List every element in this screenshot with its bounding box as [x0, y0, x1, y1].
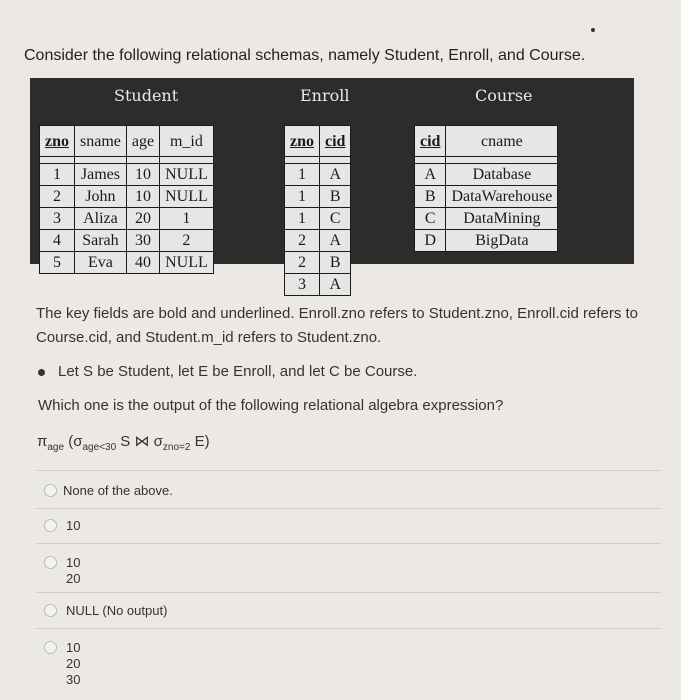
bullet-icon [38, 369, 45, 376]
option-radio-1[interactable] [44, 484, 57, 497]
table-cell: Aliza [75, 208, 127, 230]
option-label-4[interactable] [66, 603, 167, 619]
expr-open: ( [68, 433, 74, 450]
table-cell: DataWarehouse [446, 186, 558, 208]
option-label-2[interactable] [66, 518, 80, 534]
table-cell: A [320, 164, 351, 186]
schema-image [30, 78, 634, 293]
column-header: zno [285, 126, 320, 157]
option-radio-3[interactable] [44, 556, 57, 569]
table-cell: John [75, 186, 127, 208]
enroll-title: Enroll [300, 86, 350, 105]
gap-cell [75, 157, 127, 164]
column-header: m_id [160, 126, 214, 157]
header-gap [40, 157, 214, 164]
table-row [40, 252, 214, 274]
table-header-row [40, 126, 214, 157]
column-header: zno [40, 126, 75, 157]
gap-cell [320, 157, 351, 164]
sigma-subscript-1: age<30 [82, 442, 117, 453]
table-header-row [285, 126, 351, 157]
option-radio-4[interactable] [44, 604, 57, 617]
table-cell: B [415, 186, 446, 208]
table-row [415, 186, 558, 208]
gap-cell [160, 157, 214, 164]
column-header: sname [75, 126, 127, 157]
column-header: age [126, 126, 159, 157]
table-cell: NULL [160, 186, 214, 208]
option-label-1[interactable] [63, 483, 173, 499]
table-cell: Eva [75, 252, 127, 274]
student-table [39, 125, 214, 274]
table-cell: C [320, 208, 351, 230]
table-row [285, 186, 351, 208]
option-label-5[interactable] [66, 640, 80, 688]
table-cell: Database [446, 164, 558, 186]
header-gap [415, 157, 558, 164]
table-row [415, 208, 558, 230]
gap-cell [126, 157, 159, 164]
relational-expression [37, 432, 210, 453]
option-line: 20 [66, 656, 81, 671]
table-cell: C [415, 208, 446, 230]
table-row [40, 186, 214, 208]
table-cell: 2 [40, 186, 75, 208]
table-cell: 2 [285, 230, 320, 252]
table-cell: 1 [285, 186, 320, 208]
table-cell: 2 [160, 230, 214, 252]
table-row [415, 164, 558, 186]
expr-tail: E) [190, 433, 210, 450]
table-row [285, 208, 351, 230]
divider [36, 470, 661, 471]
divider [36, 628, 661, 629]
divider [36, 592, 661, 593]
table-cell: 40 [126, 252, 159, 274]
option-line: 10 [66, 518, 81, 533]
option-line: NULL (No output) [66, 603, 168, 618]
option-line: 10 [66, 555, 81, 570]
table-row [285, 274, 351, 296]
table-row [40, 230, 214, 252]
enroll-table [284, 125, 351, 296]
course-table [414, 125, 558, 252]
table-cell: 3 [40, 208, 75, 230]
table-cell: 20 [126, 208, 159, 230]
table-cell: 1 [285, 164, 320, 186]
pi-symbol: π [37, 433, 48, 450]
bullet-text: Let S be Student, let E be Enroll, and let C be Course. [58, 363, 418, 380]
gap-cell [446, 157, 558, 164]
table-cell: 30 [126, 230, 159, 252]
table-cell: 10 [126, 164, 159, 186]
table-cell: A [320, 274, 351, 296]
sigma-subscript-2: zno=2 [162, 442, 191, 453]
intro-text: Consider the following relational schemas, namely Student, Enroll, and Course. [24, 47, 586, 64]
column-header: cid [415, 126, 446, 157]
background-dot [591, 28, 595, 32]
table-cell: A [320, 230, 351, 252]
divider [36, 543, 661, 544]
table-cell: 3 [285, 274, 320, 296]
table-cell: 2 [285, 252, 320, 274]
column-header: cid [320, 126, 351, 157]
table-row [285, 230, 351, 252]
gap-cell [40, 157, 75, 164]
gap-cell [415, 157, 446, 164]
option-line: 10 [66, 640, 81, 655]
table-cell: 4 [40, 230, 75, 252]
divider [36, 508, 661, 509]
table-cell: DataMining [446, 208, 558, 230]
table-cell: 1 [285, 208, 320, 230]
question-text: Which one is the output of the following relational algebra expression? [38, 397, 504, 414]
table-cell: BigData [446, 230, 558, 252]
option-line: 20 [66, 571, 81, 586]
table-cell: 1 [160, 208, 214, 230]
pi-subscript: age [47, 442, 65, 453]
table-row [40, 208, 214, 230]
table-row [40, 164, 214, 186]
table-cell: A [415, 164, 446, 186]
table-cell: B [320, 186, 351, 208]
option-radio-5[interactable] [44, 641, 57, 654]
table-cell: James [75, 164, 127, 186]
table-cell: NULL [160, 252, 214, 274]
gap-cell [285, 157, 320, 164]
table-row [285, 164, 351, 186]
table-cell: B [320, 252, 351, 274]
option-line: 30 [66, 672, 81, 687]
header-gap [285, 157, 351, 164]
table-cell: D [415, 230, 446, 252]
table-cell: NULL [160, 164, 214, 186]
table-row [285, 252, 351, 274]
table-header-row [415, 126, 558, 157]
table-cell: 1 [40, 164, 75, 186]
sigma-symbol-2: σ [153, 433, 163, 450]
option-line: None of the above. [63, 483, 173, 498]
table-row [415, 230, 558, 252]
option-radio-2[interactable] [44, 519, 57, 532]
course-title: Course [475, 86, 533, 105]
expr-join: S ⋈ [116, 433, 154, 450]
student-title: Student [114, 86, 179, 105]
sigma-symbol-1: σ [73, 433, 83, 450]
table-cell: 10 [126, 186, 159, 208]
column-header: cname [446, 126, 558, 157]
bullet-item [38, 363, 417, 380]
option-label-3[interactable] [66, 555, 80, 587]
table-cell: 5 [40, 252, 75, 274]
table-cell: Sarah [75, 230, 127, 252]
key-note: The key fields are bold and underlined. Enroll.zno refers to Student.zno, Enroll.cid refers to Course.cid, and Student.m_id refers to Student.zno. [36, 305, 638, 346]
